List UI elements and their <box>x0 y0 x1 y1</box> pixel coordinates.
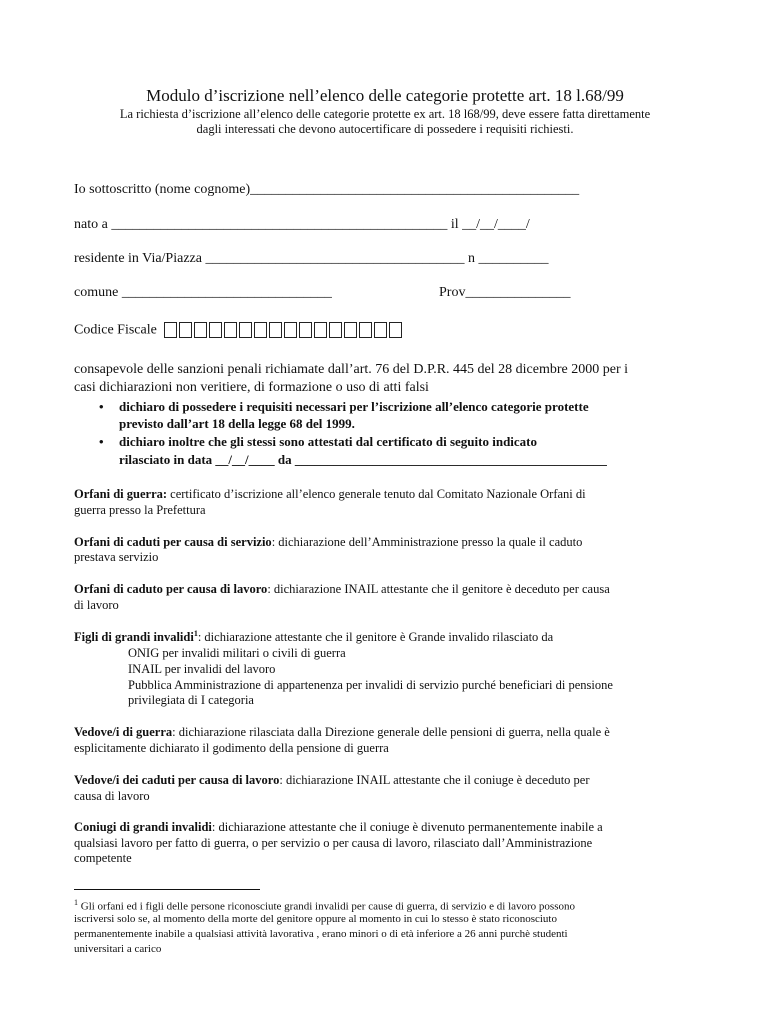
section-text-cont: qualsiasi lavoro per fatto di guerra, o per servizio o per causa di lavoro, rilasciato dall’Amministrazione <box>74 836 593 850</box>
declaration-line-2: casi dichiarazioni non veritiere, di formazione o uso di atti falsi <box>74 380 429 395</box>
name-field[interactable]: Io sottoscritto (nome cognome)_______________________________________________ <box>74 182 580 197</box>
cf-box[interactable] <box>299 322 312 338</box>
section-orfani-servizio[interactable] <box>74 535 582 550</box>
footnote-line-4: universitari a carico <box>74 943 162 955</box>
section-text: : dichiarazione attestante che il genitore è Grande invalido rilasciato da <box>197 630 554 645</box>
section-text: : dichiarazione INAIL attestante che il genitore è deceduto per causa <box>267 582 610 596</box>
section-title: Orfani di caduti per causa di servizio <box>74 535 272 549</box>
codice-fiscale-label: Codice Fiscale <box>74 322 157 338</box>
declaration-line-1: consapevole delle sanzioni penali richiamate dall’art. 76 del D.P.R. 445 del 28 dicembre 2000 per i <box>74 362 628 377</box>
section-title: Orfani di caduto per causa di lavoro <box>74 582 268 596</box>
footnote-line-2: iscriversi solo se, al momento della morte del genitore oppure al momento in cui lo stesso è stato riconosciuto <box>74 913 557 925</box>
section-text-cont: prestava servizio <box>74 550 159 564</box>
section-vedove-lavoro[interactable] <box>74 773 590 788</box>
codice-fiscale-row <box>74 322 404 338</box>
option-label: ONIG per invalidi militari o civili di guerra <box>128 646 346 660</box>
section-text: : dichiarazione INAIL attestante che il coniuge è deceduto per <box>279 773 590 787</box>
option-label: INAIL per invalidi del lavoro <box>128 662 276 676</box>
cf-box[interactable] <box>179 322 192 338</box>
bullet-icon: • <box>99 399 104 414</box>
option-label-cont: privilegiata di I categoria <box>128 693 254 707</box>
address-field[interactable]: residente in Via/Piazza _____________________________________ n __________ <box>74 251 549 266</box>
section-coniugi-invalidi[interactable] <box>74 820 603 835</box>
section-text-cont: esplicitamente dichiarato il godimento della pensione di guerra <box>74 741 389 755</box>
subtitle-line-2: dagli interessati che devono autocertificare di possedere i requisiti richiesti. <box>196 122 574 136</box>
cf-box[interactable] <box>209 322 222 338</box>
codice-fiscale-boxes[interactable] <box>164 322 404 338</box>
section-text-cont: di lavoro <box>74 598 119 612</box>
section-text-cont: guerra presso la Prefettura <box>74 503 206 517</box>
subtitle-line-1: La richiesta d’iscrizione all’elenco delle categorie protette ex art. 18 l68/99, deve essere fatta direttamente <box>119 107 651 121</box>
comune-field[interactable]: comune ______________________________ <box>74 285 332 300</box>
cf-box[interactable] <box>314 322 327 338</box>
prov-field[interactable]: Prov_______________ <box>439 285 571 300</box>
cf-box[interactable] <box>224 322 237 338</box>
section-orfani-lavoro[interactable] <box>74 582 610 597</box>
section-vedove-guerra[interactable] <box>74 725 610 740</box>
cf-box[interactable] <box>269 322 282 338</box>
section-text-cont: causa di lavoro <box>74 789 150 803</box>
cf-box[interactable] <box>239 322 252 338</box>
section-text: : dichiarazione dell’Amministrazione presso la quale il caduto <box>271 535 583 549</box>
bullet-1-line-2: previsto dall’art 18 della legge 68 del 1999. <box>119 416 355 431</box>
section-text: : dichiarazione rilasciata dalla Direzione generale delle pensioni di guerra, nella quale è <box>172 725 610 739</box>
option-pa[interactable] <box>128 678 613 693</box>
bullet-icon: • <box>99 434 104 449</box>
footnote-text: Gli orfani ed i figli delle persone riconosciute grandi invalidi per cause di guerra, di servizio e di lavoro possono <box>78 900 575 913</box>
option-onig[interactable] <box>128 646 346 661</box>
page-title: Modulo d’iscrizione nell’elenco delle categorie protette art. 18 l.68/99 <box>146 86 624 105</box>
footnote-line-1 <box>74 898 575 913</box>
bullet-2-line-2[interactable]: rilasciato in data __/__/____ da ________________________________________________ <box>119 452 607 467</box>
bullet-1-line-1: dichiaro di possedere i requisiti necessari per l’iscrizione all’elenco categorie protette <box>119 399 589 414</box>
section-text: certificato d’iscrizione all’elenco generale tenuto dal Comitato Nazionale Orfani di <box>167 487 586 501</box>
section-title: Coniugi di grandi invalidi <box>74 820 212 834</box>
option-label: Pubblica Amministrazione di appartenenza per invalidi di servizio purché beneficiari di pensione <box>128 678 613 692</box>
cf-box[interactable] <box>359 322 372 338</box>
footnote-separator <box>74 889 260 890</box>
cf-box[interactable] <box>329 322 342 338</box>
cf-box[interactable] <box>374 322 387 338</box>
bullet-2-line-1: dichiaro inoltre che gli stessi sono attestati dal certificato di seguito indicato <box>119 434 538 449</box>
footnote-line-3: permanentemente inabile a qualsiasi attività lavorativa , erano minori o di età inferiore a 26 anni purchè studenti <box>74 928 568 940</box>
section-figli-invalidi[interactable] <box>74 629 553 645</box>
section-text-cont: competente <box>74 851 132 865</box>
cf-box[interactable] <box>254 322 267 338</box>
cf-box[interactable] <box>284 322 297 338</box>
section-text: : dichiarazione attestante che il coniuge è divenuto permanentemente inabile a <box>211 820 603 834</box>
cf-box[interactable] <box>194 322 207 338</box>
footnote-mark: 1 <box>74 898 78 907</box>
cf-box[interactable] <box>389 322 402 338</box>
section-title: Vedove/i di guerra <box>74 725 173 739</box>
section-title: Vedove/i dei caduti per causa di lavoro <box>74 773 280 787</box>
footnote-ref: 1 <box>193 629 198 638</box>
section-orfani-guerra[interactable] <box>74 487 586 502</box>
cf-box[interactable] <box>344 322 357 338</box>
cf-box[interactable] <box>164 322 177 338</box>
section-title: Figli di grandi invalidi <box>74 630 194 645</box>
option-inail[interactable] <box>128 662 275 677</box>
birth-field[interactable]: nato a ________________________________________________ il __/__/____/ <box>74 217 530 232</box>
section-title: Orfani di guerra: <box>74 487 168 501</box>
